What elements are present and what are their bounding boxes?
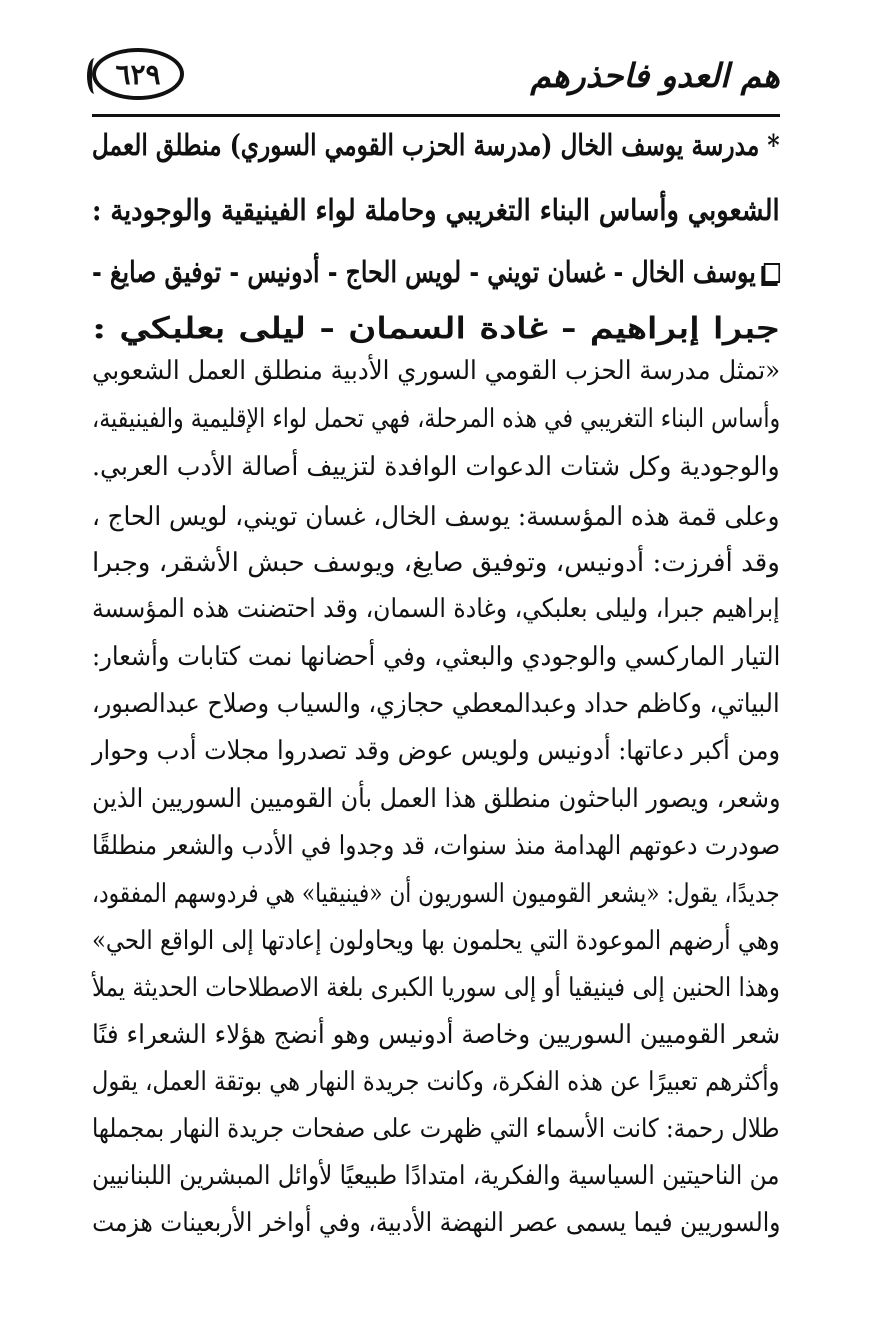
body-line: وشعر، ويصور الباحثون منطلق هذا العمل بأن القوميين السوريين الذين: [91, 784, 780, 814]
body-line: وأكثرهم تعبيرًا عن هذه الفكرة، وكانت جريدة النهار هي بوتقة العمل، يقول: [92, 1067, 780, 1097]
asterisk-marker-icon: *: [767, 128, 780, 162]
running-title: هم العدو فاحذرهم: [530, 56, 780, 95]
body-line: البياتي، وكاظم حداد وعبدالمعطي حجازي، والسياب وصلاح عبدالصبور،: [92, 689, 780, 719]
body-line: صودرت دعوتهم الهدامة منذ سنوات، قد وجدوا في الأدب والشعر منطلقًا: [91, 831, 780, 861]
page-number: ٦٢٩: [115, 57, 161, 91]
heading-text: مدرسة يوسف الخال (مدرسة الحزب القومي السوري) منطلق العمل: [92, 128, 760, 162]
body-line: وهي أرضهم الموعودة التي يحلمون بها ويحاولون إعادتها إلى الواقع الحي»: [92, 926, 780, 956]
names-text: يوسف الخال - غسان تويني - لويس الحاج - أدونيس - توفيق صايغ -: [91, 255, 756, 289]
names-line-1: [92, 255, 780, 289]
body-line: وأساس البناء التغريبي في هذه المرحلة، فهي تحمل لواء الإقليمية والفينيقية،: [91, 404, 780, 434]
body-line: وقد أفرزت: أدونيس، وتوفيق صايغ، ويوسف حبش الأشقر، وجبرا: [92, 548, 780, 578]
header-rule: [92, 114, 780, 117]
body-line: جديدًا، يقول: «يشعر القوميون السوريون أن «فينيقيا» هي فردوسهم المفقود،: [92, 879, 780, 909]
body-line: التيار الماركسي والوجودي والبعثي، وفي أحضانها نمت كتابات وأشعار:: [91, 642, 780, 672]
body-line: وعلى قمة هذه المؤسسة: يوسف الخال، غسان تويني، لويس الحاج ،: [92, 502, 780, 532]
body-line: طلال رحمة: كانت الأسماء التي ظهرت على صفحات جريدة النهار بمجملها: [92, 1114, 780, 1144]
body-line: والوجودية وكل شتات الدعوات الوافدة لتزييف أصالة الأدب العربي.: [92, 452, 780, 482]
section-heading-line-2: الشعوبي وأساس البناء التغريبي وحاملة لواء الفينيقية والوجودية :: [92, 193, 780, 227]
body-line: ومن أكبر دعاتها: أدونيس ولويس عوض وقد تصدروا مجلات أدب وحوار: [91, 736, 780, 766]
page-number-badge: [92, 48, 184, 100]
names-line-2: جبرا إبراهيم - غادة السمان - ليلى بعلبكي :: [92, 311, 780, 345]
body-line: وهذا الحنين إلى فينيقيا أو إلى سوريا الكبرى بلغة الاصطلاحات الحديثة يملأ: [92, 973, 780, 1003]
section-heading-line-1: [92, 128, 780, 162]
body-line: والسوريين فيما يسمى عصر النهضة الأدبية، وفي أواخر الأربعينات هزمت: [91, 1208, 780, 1238]
body-line: إبراهيم جبرا، وليلى بعلبكي، وغادة السمان، وقد احتضنت هذه المؤسسة: [92, 594, 780, 624]
body-line: من الناحيتين السياسية والفكرية، امتدادًا طبيعيًا لأوائل المبشرين اللبنانيين: [92, 1161, 780, 1191]
box-bullet-icon: [764, 263, 780, 283]
body-line: «تمثل مدرسة الحزب القومي السوري الأدبية منطلق العمل الشعوبي: [91, 356, 780, 386]
body-line: شعر القوميين السوريين وخاصة أدونيس وهو أنضج هؤلاء الشعراء فنًا: [91, 1020, 780, 1050]
page-header: [92, 44, 780, 120]
